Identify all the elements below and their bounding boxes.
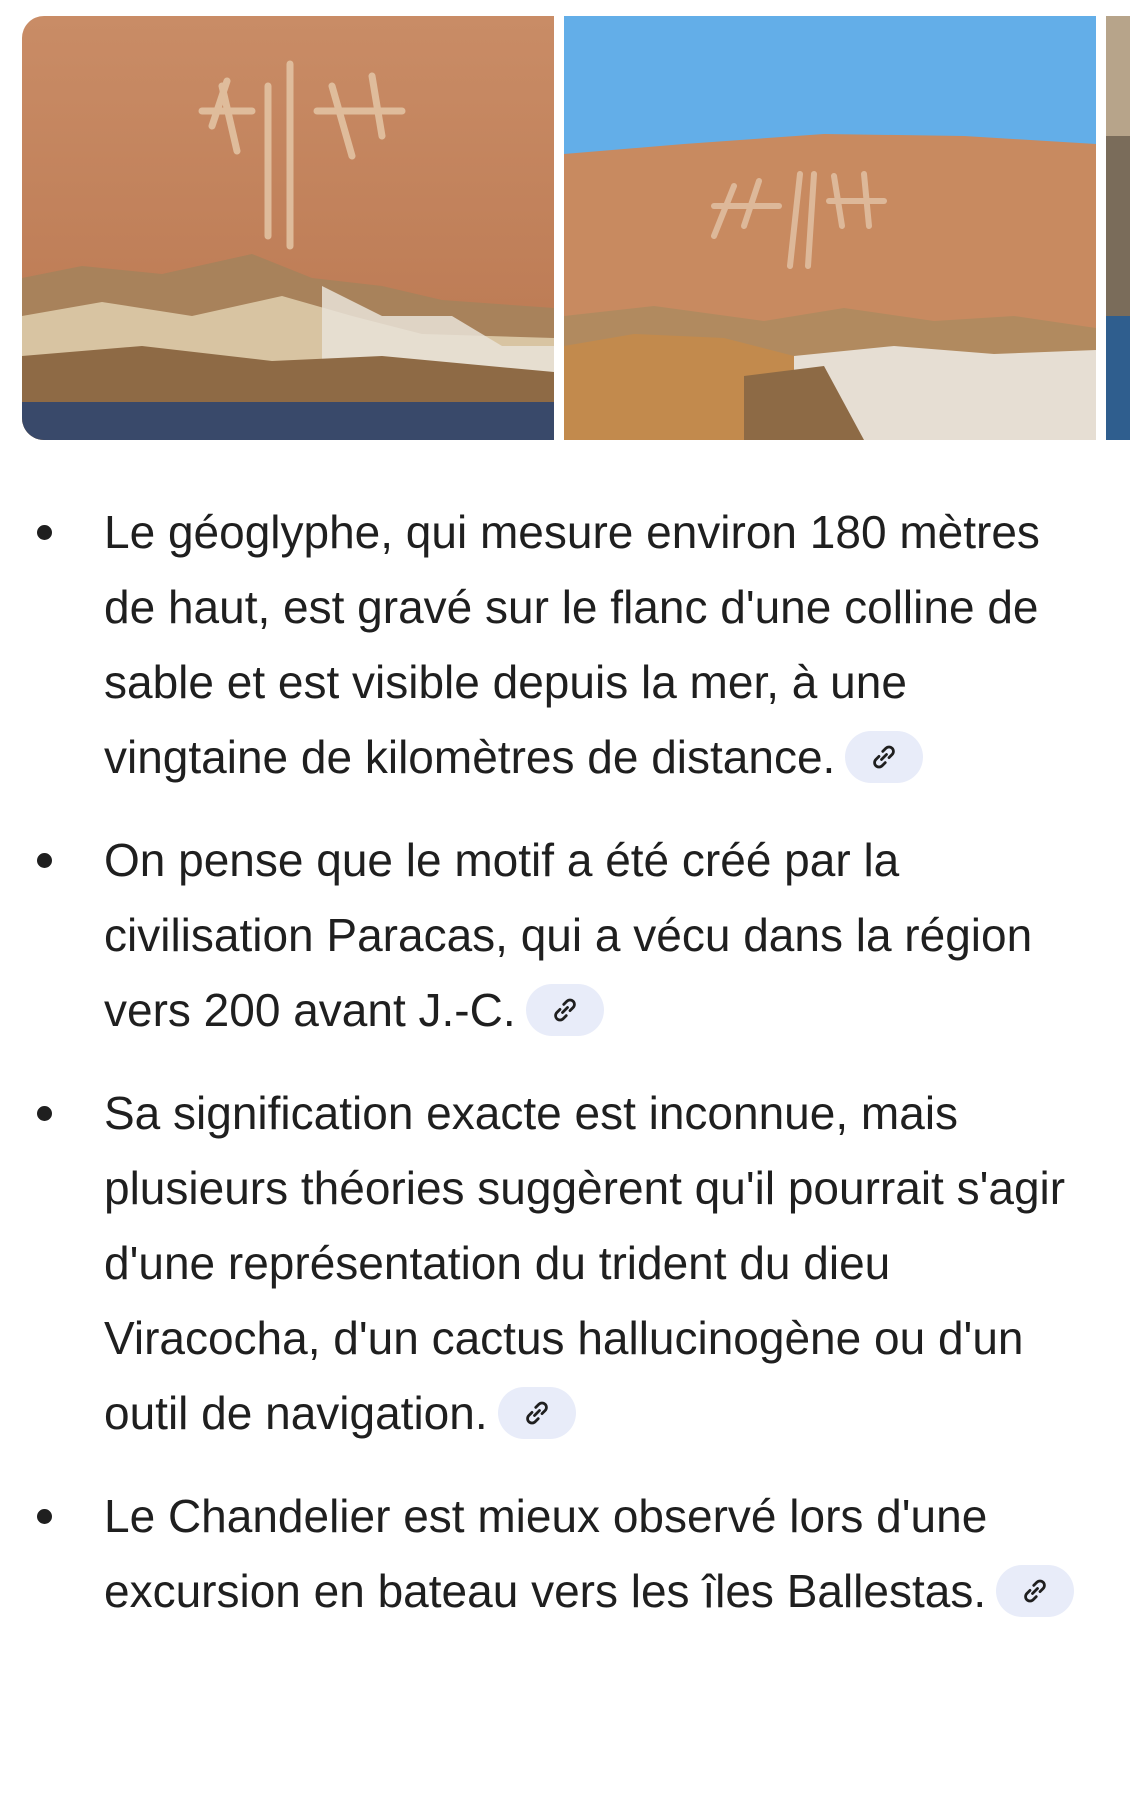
geoglyph-photo-3[interactable] — [1106, 16, 1130, 440]
list-item — [0, 1076, 1130, 1451]
bullet-dot — [37, 853, 52, 868]
bullet-dot — [37, 525, 52, 540]
list-item — [0, 495, 1130, 795]
bullet-text: Le Chandelier est mieux observé lors d'une excursion en bateau vers les îles Ballestas. — [104, 1490, 988, 1617]
list-item — [0, 1479, 1130, 1629]
link-icon — [522, 1398, 552, 1428]
bullet-text: Sa signification exacte est inconnue, mais plusieurs théories suggèrent qu'il pourrait s'agir d'une représentation du trident du dieu Viracocha, d'un cactus hallucinogène ou d'un outil de navigation. — [104, 1087, 1066, 1439]
link-icon — [550, 995, 580, 1025]
bullet-text: On pense que le motif a été créé par la civilisation Paracas, qui a vécu dans la région vers 200 avant J.-C. — [104, 834, 1033, 1036]
source-link-button[interactable] — [498, 1387, 576, 1439]
source-link-button[interactable] — [845, 731, 923, 783]
image-carousel[interactable] — [0, 0, 1130, 450]
source-link-button[interactable] — [996, 1565, 1074, 1617]
info-bullet-list — [0, 495, 1130, 1657]
bullet-text: Le géoglyphe, qui mesure environ 180 mètres de haut, est gravé sur le flanc d'une colline de sable et est visible depuis la mer, à une vingtaine de kilomètres de distance. — [104, 506, 1040, 783]
bullet-dot — [37, 1106, 52, 1121]
geoglyph-photo-2[interactable] — [564, 16, 1096, 440]
bullet-dot — [37, 1509, 52, 1524]
link-icon — [1020, 1576, 1050, 1606]
link-icon — [869, 742, 899, 772]
list-item — [0, 823, 1130, 1048]
source-link-button[interactable] — [526, 984, 604, 1036]
geoglyph-photo-1[interactable] — [22, 16, 554, 440]
